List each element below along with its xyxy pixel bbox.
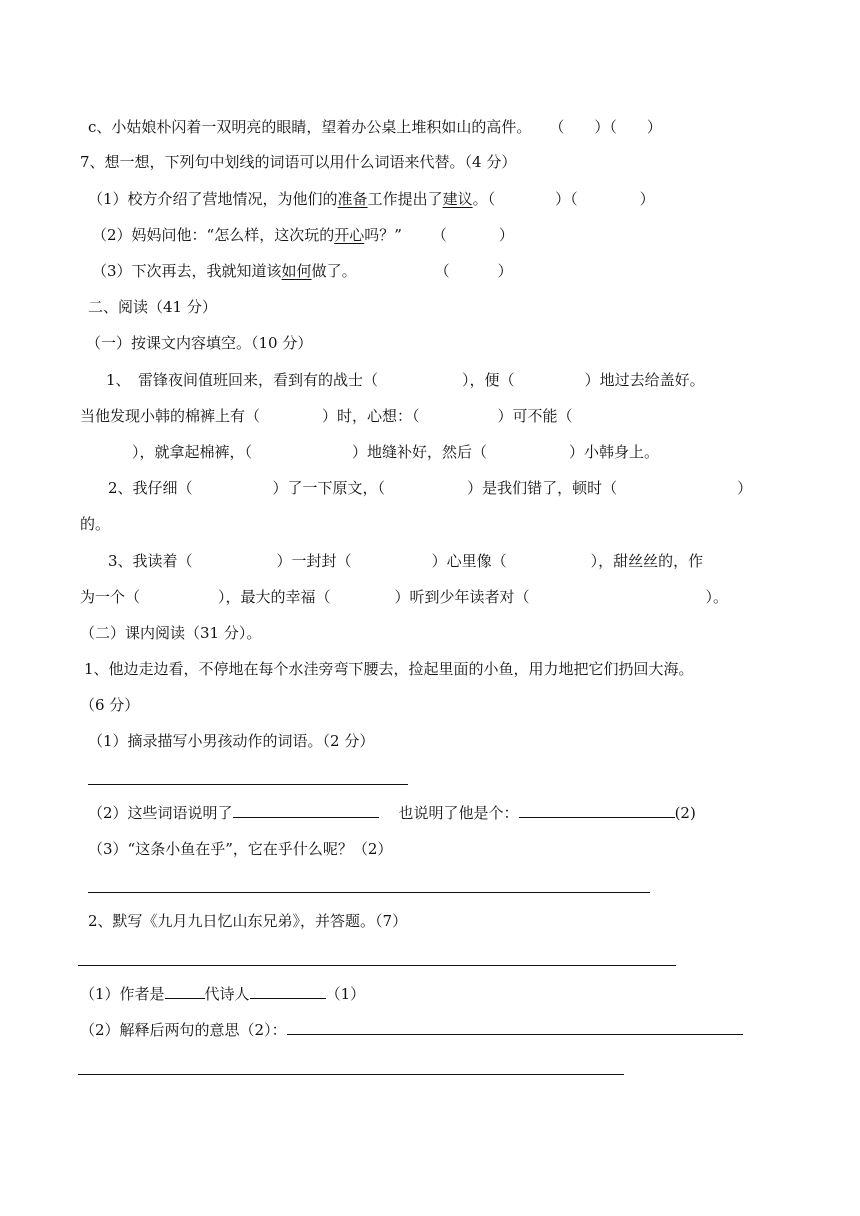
answer-blank[interactable] bbox=[287, 1020, 743, 1035]
answer-line[interactable] bbox=[88, 784, 408, 785]
underlined-word: 准备 bbox=[337, 190, 368, 208]
underlined-word: 如何 bbox=[281, 262, 312, 280]
reading-q2-sub-2: （2）解释后两句的意思（2）： bbox=[80, 1020, 743, 1040]
answer-line[interactable] bbox=[78, 1074, 624, 1075]
part-2-title: （二）课内阅读（31 分）。 bbox=[80, 624, 262, 642]
question-c-line bbox=[88, 117, 662, 137]
question-c-text: c、小姑娘朴闪着一双明亮的眼睛，望着办公桌上堆积如山的高件。 bbox=[88, 118, 532, 136]
underlined-word: 建议 bbox=[442, 190, 473, 208]
fill-item-3-line-1: 3、我读着（ ）一封封（ ）心里像（ ），甜丝丝的，作 bbox=[108, 552, 704, 570]
fill-item-1-line-3: ），就拿起棉裤，（ ）地缝补好，然后（ ）小韩身上。 bbox=[132, 443, 660, 461]
reading-q1-sub-1: （1）摘录描写小男孩动作的词语。（2 分） bbox=[88, 732, 375, 750]
answer-blank[interactable] bbox=[250, 984, 326, 999]
fill-item-1-line-2: 当他发现小韩的棉裤上有（ ）时，心想：（ ）可不能（ bbox=[80, 407, 573, 425]
underlined-word: 开心 bbox=[334, 226, 365, 244]
fill-item-1-line-1: 1、 雷锋夜间值班回来，看到有的战士（ ），便（ ）地过去给盖好。 bbox=[106, 371, 705, 389]
answer-blank[interactable] bbox=[233, 803, 379, 818]
reading-q2-sub-1: （1）作者是 代诗人 （1） bbox=[80, 985, 366, 1003]
fill-item-3-line-2: 为一个（ ），最大的幸福（ ）听到少年读者对（ ）。 bbox=[80, 588, 729, 606]
question-7-sentence-1: （1）校方介绍了营地情况，为他们的准备工作提出了建议。（ ）（ ） bbox=[88, 190, 655, 208]
answer-brackets: （ ）（ ） bbox=[549, 118, 662, 136]
answer-line[interactable] bbox=[88, 892, 650, 893]
section-2-title: 二、阅读（41 分） bbox=[88, 298, 217, 316]
reading-q1-sub-3: （3）“这条小鱼在乎”，它在乎什么呢？（2） bbox=[88, 840, 393, 858]
reading-q1-score: （6 分） bbox=[80, 696, 140, 714]
answer-line[interactable] bbox=[78, 965, 676, 966]
reading-q1-text: 1、他边走边看，不停地在每个水洼旁弯下腰去，捡起里面的小鱼，用力地把它们扔回大海。 bbox=[84, 660, 694, 678]
answer-blank[interactable] bbox=[165, 984, 205, 999]
reading-q1-sub-2: （2）这些词语说明了 也说明了他是个： (2) bbox=[88, 804, 696, 822]
answer-blank[interactable] bbox=[519, 803, 675, 818]
question-7-title: 7、想一想，下列句中划线的词语可以用什么词语来代替。（4 分） bbox=[80, 153, 517, 171]
question-7-sentence-3: （3）下次再去，我就知道该如何做了。 （ ） bbox=[92, 262, 513, 280]
reading-q2-text: 2、默写《九月九日忆山东兄弟》，并答题。（7） bbox=[88, 912, 408, 930]
fill-item-2-line-2: 的。 bbox=[80, 515, 111, 533]
fill-item-2-line-1: 2、我仔细（ ）了一下原文，（ ）是我们错了，顿时（ ） bbox=[108, 479, 753, 497]
question-7-sentence-2: （2）妈妈问他：“怎么样，这次玩的开心吗？” （ ） bbox=[92, 226, 514, 244]
part-1-title: （一）按课文内容填空。（10 分） bbox=[86, 334, 313, 352]
